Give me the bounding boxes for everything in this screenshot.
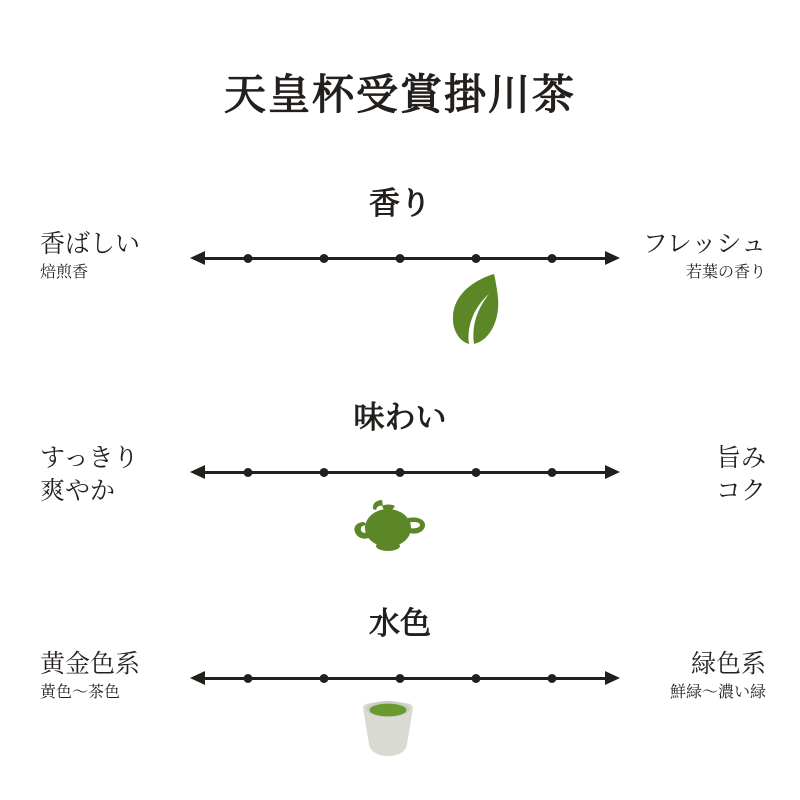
axis-tick-dot xyxy=(548,674,557,683)
axis-right-sub-color: 鮮緑〜濃い緑 xyxy=(669,682,766,702)
teapot-icon xyxy=(352,494,428,560)
axis-title-color: 水色 xyxy=(369,606,431,642)
axis-left-sub-color: 黄色〜茶色 xyxy=(40,682,121,702)
axis-block-aroma xyxy=(0,178,800,328)
axis-right-label-taste xyxy=(618,442,800,507)
axis-tick-dot xyxy=(244,674,253,683)
axis-rule xyxy=(204,471,606,474)
teacup-icon xyxy=(353,690,423,766)
axis-left-main-aroma: 香ばしい xyxy=(40,229,141,258)
axis-right-sub-aroma: 若葉の香り xyxy=(685,262,766,282)
page-title: 天皇杯受賞掛川茶 xyxy=(223,70,576,119)
axis-tick-dot xyxy=(472,674,481,683)
axis-left-main-taste: すっきり xyxy=(40,443,139,472)
axis-tick-dot xyxy=(320,674,329,683)
axis-right-label-color xyxy=(618,648,800,704)
arrow-right-icon xyxy=(605,465,620,479)
axis-tick-dot xyxy=(548,254,557,263)
axis-right-main-taste: 旨み xyxy=(715,443,766,472)
axis-line-color xyxy=(190,668,620,688)
axis-block-color xyxy=(0,598,800,748)
arrow-left-icon xyxy=(190,251,205,265)
arrow-right-icon xyxy=(605,671,620,685)
axis-right-main-aroma: フレッシュ xyxy=(642,229,766,258)
axis-right-main-color: 緑色系 xyxy=(690,649,766,678)
axis-rule xyxy=(204,257,606,260)
axis-left-sub-aroma: 焙煎香 xyxy=(40,262,89,282)
axis-left-sub-taste: 爽やか xyxy=(40,475,116,505)
arrow-left-icon xyxy=(190,671,205,685)
axis-title-taste: 味わい xyxy=(353,400,447,436)
arrow-left-icon xyxy=(190,465,205,479)
axis-right-sub-taste: コク xyxy=(715,475,766,505)
axis-left-label-taste xyxy=(0,442,182,507)
axis-tick-dot xyxy=(396,674,405,683)
axis-tick-dot xyxy=(396,254,405,263)
axis-tick-dot xyxy=(396,468,405,477)
axis-left-label-aroma xyxy=(0,228,182,284)
axis-tick-dot xyxy=(320,468,329,477)
axis-title-aroma: 香り xyxy=(369,186,431,222)
arrow-right-icon xyxy=(605,251,620,265)
leaf-icon xyxy=(447,270,505,352)
axis-tick-dot xyxy=(244,254,253,263)
axis-right-label-aroma xyxy=(618,228,800,284)
axis-tick-dot xyxy=(548,468,557,477)
axis-tick-dot xyxy=(472,468,481,477)
axis-left-main-color: 黄金色系 xyxy=(40,649,141,678)
axis-tick-dot xyxy=(320,254,329,263)
axis-tick-dot xyxy=(244,468,253,477)
axis-tick-dot xyxy=(472,254,481,263)
axis-block-taste xyxy=(0,392,800,542)
axis-line-taste xyxy=(190,462,620,482)
axis-line-aroma xyxy=(190,248,620,268)
axis-left-label-color xyxy=(0,648,182,704)
axis-rule xyxy=(204,677,606,680)
